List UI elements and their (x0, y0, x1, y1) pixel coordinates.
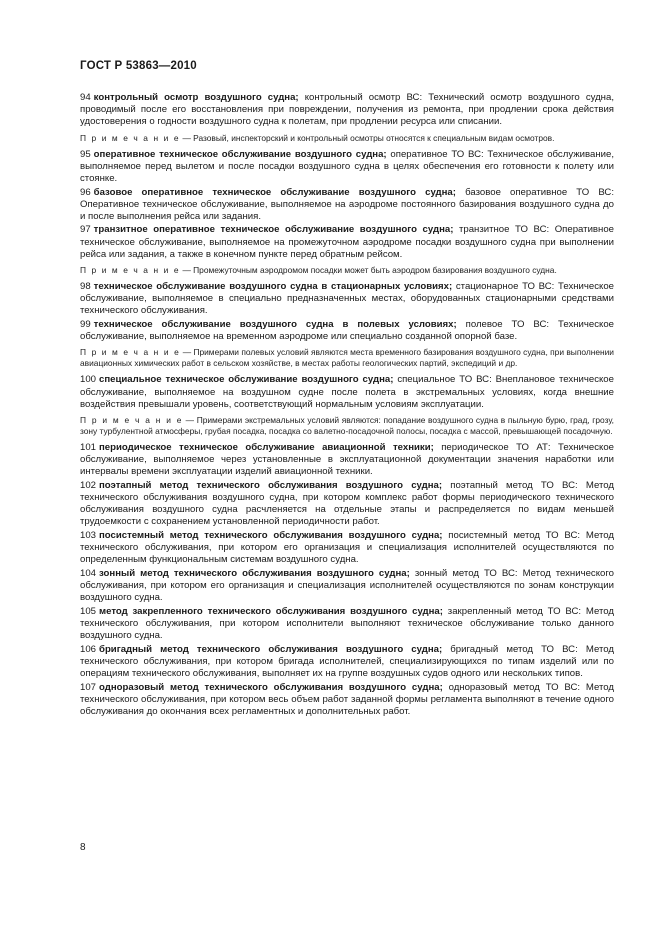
term-title: посистемный метод технического обслуживания воздушного судна; (99, 529, 443, 541)
term-definition: стационарное ТО ВС: Техническое обслуживание, выполняемое в специально предназначенных местах, оборудованных стационарными средствами технического обслуживания. (80, 281, 615, 317)
note-text: — Примерами экстремальных условий являются: попадание воздушного судна в пыльную бурю, град, грозу, зону турбулентной атмосферы, грубая посадка, посадка со валетно-посадочной полосы, посадка с массой, превышающей посадочную. (80, 414, 614, 436)
note (80, 265, 614, 276)
term-title: зонный метод технического обслуживания воздушного судна; (99, 567, 410, 579)
term-definition: бригадный метод ТО ВС: Метод технического обслуживания, при котором бригада исполнителей, специализирующихся по типам изделий или по операциям технического обслуживания, выполняет их на группе воздушных судов одного или нескольких типов. (80, 643, 615, 680)
page-number: 8 (80, 842, 86, 853)
term-number: 100 (80, 374, 97, 386)
term-title: техническое обслуживание воздушного судна в стационарных условиях; (93, 281, 453, 293)
term-entry (80, 187, 614, 224)
term-number: 94 (80, 92, 91, 103)
note (80, 133, 614, 144)
term-definition: специальное ТО ВС: Внеплановое техническое обслуживание, выполняемое на воздушном судне после полета в экстремальных условиях, когда внешние воздействия превышали уровень, соответствующий нормальным условиям эксплуатации. (80, 374, 614, 410)
term-definition: контрольный осмотр ВС: Технический осмотр воздушного судна, проводимый после его восстановления при повреждении, получения из ремонта, при продлении срока действия удостоверения о годности воздушного судна к полетам, при продлении ресурса или списании. (80, 92, 614, 128)
document-header: ГОСТ Р 53863—2010 (80, 60, 197, 72)
note-text: — Промежуточным аэродромом посадки может быть аэродром базирования воздушного судна. (182, 265, 557, 276)
term-title: контрольный осмотр воздушного судна; (93, 92, 299, 103)
term-definition: посистемный метод ТО ВС: Метод технического обслуживания, при котором его организация и специализация исполнителей осуществляются по определенным функциональным системам воздушного судна. (80, 529, 614, 566)
term-entry (80, 530, 614, 567)
note-label: П р и м е ч а н и е (80, 347, 181, 358)
term-title: транзитное оперативное техническое обслуживание воздушного судна; (93, 224, 454, 236)
term-definition: зонный метод ТО ВС: Метод технического обслуживания, при котором его организация и специализация исполнителей осуществляются по зонам конструкции воздушного судна. (80, 567, 614, 604)
term-title: бригадный метод технического обслуживания воздушного судна; (99, 643, 443, 655)
term-number: 102 (80, 479, 97, 491)
note-text: — Разовый, инспекторский и контрольный осмотры относятся к специальным видам осмотров. (182, 132, 555, 143)
note (80, 415, 614, 437)
note-label: П р и м е ч а н и е (80, 132, 181, 143)
term-entry (80, 480, 614, 529)
note-text: — Примерами полевых условий являются места временного базирования воздушного судна, при выполнении авиационных химических работ в сельском хозяйстве, в местах работы геологических партий, экспедиций и др. (80, 347, 614, 369)
term-entry (80, 224, 614, 261)
term-entry (80, 281, 614, 318)
term-number: 106 (80, 643, 97, 655)
note-label: П р и м е ч а н и е (80, 265, 181, 276)
term-title: специальное техническое обслуживание воздушного судна; (99, 374, 394, 386)
term-entry (80, 568, 614, 605)
term-definition: периодическое ТО АТ: Техническое обслуживание, выполняемое через установленные в эксплуатационной документации значения наработки или интервалы времени эксплуатации изделий авиационной техники. (80, 441, 615, 478)
term-entry (80, 682, 614, 719)
term-entry (80, 149, 614, 186)
term-number: 97 (80, 224, 91, 236)
term-definition: закрепленный метод ТО ВС: Метод технического обслуживания, при котором исполнители выполняют техническое обслуживание только данного воздушного судна. (80, 605, 614, 642)
term-definition: поэтапный метод ТО ВС: Метод технического обслуживания воздушного судна, при котором комплекс работ формы периодического технического обслуживания воздушного судна расчленяется на отдельные этапы и распределяется по видам меньшей трудоемкости с сохранением установленной периодичности работ. (80, 479, 614, 528)
term-entry (80, 92, 614, 129)
term-definition: одноразовый метод ТО ВС: Метод технического обслуживания, при котором весь объем работ заданной формы регламента выполняют в течение одного обслуживания до окончания всех регламентных и дополнительных работ. (80, 681, 614, 717)
term-number: 95 (80, 148, 91, 160)
term-entry (80, 319, 614, 343)
term-entry (80, 374, 614, 411)
term-number: 96 (80, 186, 91, 198)
term-number: 103 (80, 529, 97, 541)
term-number: 101 (80, 441, 97, 453)
term-number: 105 (80, 605, 97, 617)
term-title: техническое обслуживание воздушного судна в полевых условиях; (93, 318, 457, 330)
term-number: 107 (80, 681, 97, 693)
document-body (80, 92, 614, 720)
term-title: одноразовый метод технического обслуживания воздушного судна; (99, 681, 443, 693)
term-number: 104 (80, 567, 97, 579)
note (80, 347, 614, 369)
term-entry (80, 606, 614, 643)
term-title: оперативное техническое обслуживание воздушного судна; (93, 148, 387, 160)
term-title: базовое оперативное техническое обслуживание воздушного судна; (93, 186, 456, 198)
term-number: 98 (80, 281, 91, 293)
term-definition: оперативное ТО ВС: Техническое обслуживание, выполняемое перед вылетом и после посадки воздушного судна в целях обеспечения его готовности к полету или стоянке. (80, 148, 614, 185)
note-label: П р и м е ч а н и е (80, 414, 184, 425)
term-title: поэтапный метод технического обслуживания воздушного судна; (99, 479, 443, 491)
term-title: метод закрепленного технического обслуживания воздушного судна; (99, 605, 443, 617)
term-definition: транзитное ТО ВС: Оперативное техническое обслуживание, выполняемое на промежуточном аэродроме посадки воздушного судна при выполнении рейса или задания, а также в конечном пункте перед обратным рейсом. (80, 224, 614, 260)
term-definition: полевое ТО ВС: Техническое обслуживание, выполняемое на временном аэродроме или специально созданной опорной базе. (80, 318, 614, 343)
term-number: 99 (80, 318, 91, 330)
term-definition: базовое оперативное ТО ВС: Оперативное техническое обслуживание, выполняемое на аэродроме постоянного базирования воздушного судна до и после выполнения рейса или задания. (80, 186, 615, 222)
term-title: периодическое техническое обслуживание авиационной техники; (99, 441, 434, 453)
term-entry (80, 442, 614, 479)
term-entry (80, 644, 614, 681)
